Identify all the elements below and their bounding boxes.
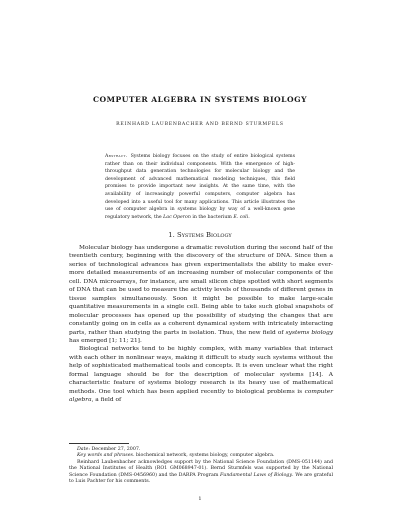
abstract-text-mid: in the bacterium <box>190 214 234 220</box>
paper-authors: REINHARD LAUBENBACHER AND BERND STURMFELS <box>116 122 284 127</box>
footnote-date-value: : December 27, 2007. <box>88 447 141 452</box>
footnote-support <box>69 460 333 486</box>
page-number: 1 <box>198 496 202 502</box>
footnote-support-program: Fundamental Laws of Biology <box>220 472 293 478</box>
paper-title: COMPUTER ALGEBRA IN SYSTEMS BIOLOGY <box>92 95 307 104</box>
body-p2-end: , a field of <box>91 397 122 404</box>
footnotes <box>69 447 333 485</box>
abstract-lac-operon: Lac Operon <box>163 214 191 220</box>
body-p1-end: has emerged [1; 11; 21]. <box>69 337 142 344</box>
body-paragraph-2 <box>69 345 333 404</box>
body-p1-text: Molecular biology has undergone a dramatic revolution during the second half of the twentieth century, beginning with the discovery of the structure of DNA. Since then a series of technological advances has given experimentalists the ability to make ever-more detailed measurements of an increasing number of molecular components of the cell. DNA microarrays, for instance, are small silicon chips spotted with short segments of DNA that can be used to measure the activity levels of thousands of different genes in tissue samples simultaneously. Soon it might be possible to make large-scale quantitative measurements in a single cell. Being able to take such global snapshots of molecular processes has opened up the possibility of studying the changes that are constantly going on in cells as a coherent dynamical system with intricately interacting parts, rather than studying the parts in isolation. Thus, the new field of <box>69 245 333 336</box>
footnote-rule <box>69 443 129 444</box>
body-paragraph-1 <box>69 244 333 345</box>
abstract-label: Abstract. <box>105 154 128 159</box>
footnote-support-text: Reinhard Laubenbacher acknowledges support by the National Science Foundation (DMS-051144) and the National Institutes of Health (RO1 GM068947-01). Bernd Sturmfels was supported by the National Science Foundation (DMS-0456960) and the DARPA Program <box>69 459 333 478</box>
abstract-text: Systems biology focuses on the study of entire biological systems rather than on their individual components. With the emergence of high-throughput data generation technologies for molecular biology and the development of advanced mathematical modeling techniques, this field promises to provide important new insights. At the same time, with the availability of increasingly powerful computers, computer algebra has developed into a useful tool for many applications. This article illustrates the use of computer algebra in systems biology by way of a well-known gene regulatory network, the <box>105 154 295 220</box>
body-p2-emphasis: computer algebra <box>69 388 333 404</box>
body-text <box>69 244 333 405</box>
footnote-keywords-value: biochemical network, systems biology, computer algebra. <box>134 453 275 459</box>
section-number: 1. <box>168 231 175 239</box>
footnote-date-label: Date <box>77 447 89 452</box>
footnote-keywords-label: Key words and phrases. <box>77 453 135 459</box>
abstract <box>105 153 295 221</box>
abstract-ecoli: E. coli <box>233 214 249 220</box>
footnote-support-end: . We are grateful to Luis Pachter for his comments. <box>69 472 333 485</box>
abstract-text-end: . <box>248 214 250 220</box>
section-title: Systems Biology <box>176 231 232 239</box>
section-heading <box>0 231 400 239</box>
body-p1-emphasis: systems biology <box>285 329 333 336</box>
body-p2-text: Biological networks tend to be highly complex, with many variables that interact with each other in nonlinear ways, making it difficult to study such systems without the help of sophisticated mathematical tools and concepts. It is even unclear what the right formal language should be for the description of molecular systems [14]. A characteristic feature of systems biology research is its heavy use of mathematical methods. One tool which has been applied recently to biological problems is <box>69 346 333 395</box>
